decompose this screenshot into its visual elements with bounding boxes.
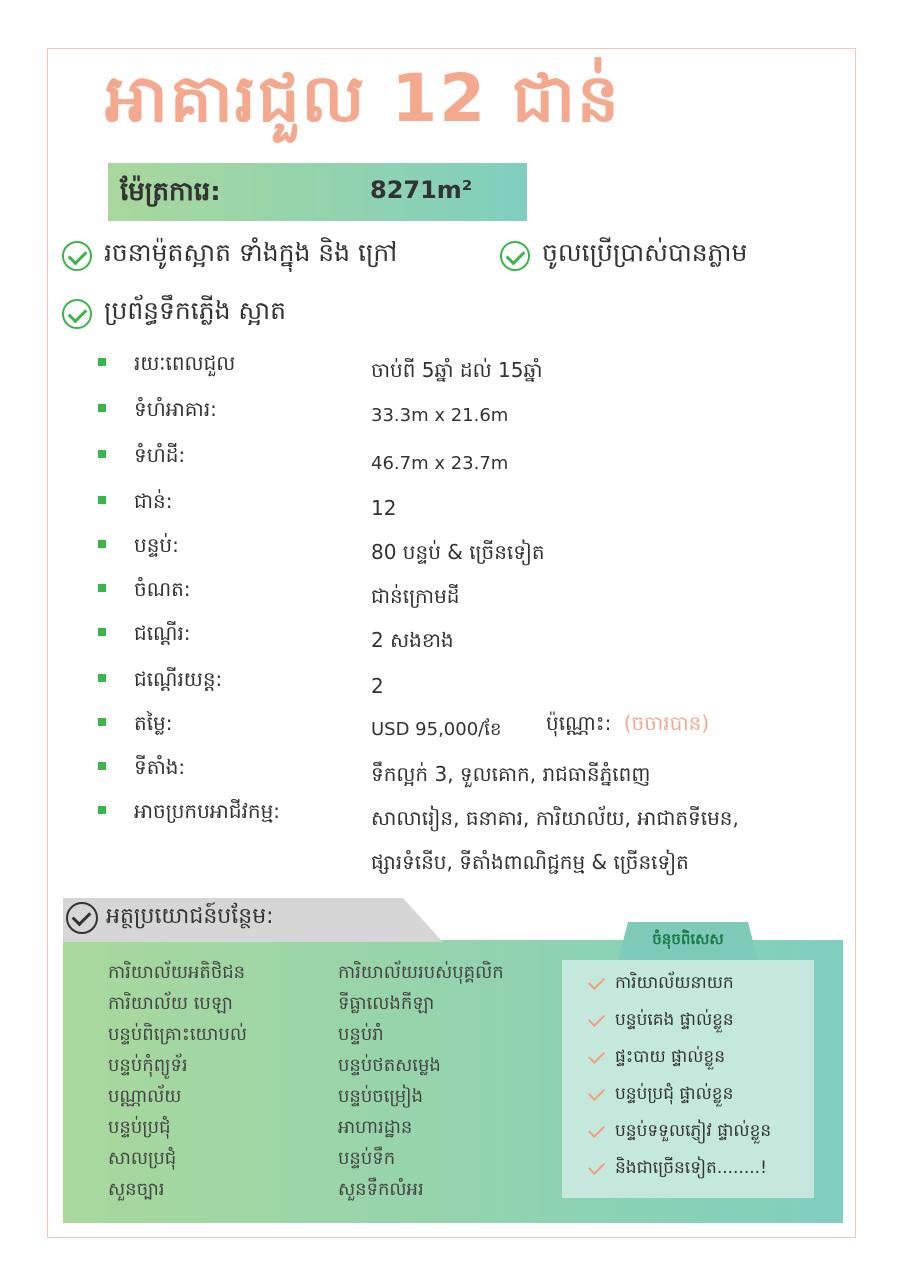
bullet-icon: [98, 496, 106, 504]
highlight-text: រចនាម៉ូតស្អាត ទាំងក្នុង និង ក្រៅ: [104, 238, 398, 267]
list-item: [592, 1046, 725, 1071]
spec-value: 46.7m x 23.7m: [371, 453, 509, 474]
spec-row-price: [96, 704, 856, 744]
bullet-icon: [98, 718, 106, 726]
list-item: [592, 1009, 734, 1034]
spec-row-location: [96, 748, 856, 788]
spec-value: 80 បន្ទប់ & ច្រើនទៀត: [371, 540, 545, 564]
area-value: 8271m²: [370, 176, 473, 204]
check-circle-icon: [62, 241, 92, 271]
spec-value: USD 95,000/ខែ: [371, 719, 502, 740]
special-item-text: បន្ទប់ទទួលភ្ញៀវ ផ្ទាល់ខ្លួន: [615, 1121, 772, 1141]
highlight-text: ចូលប្រើប្រាស់បានភ្លាម: [542, 238, 748, 267]
spec-value: ទឹកល្អក់ 3, ទួលគោក, រាជធានីភ្នំពេញ: [371, 762, 651, 786]
check-circle-icon: [62, 299, 92, 329]
list-item: បន្ទប់កុំព្យូទ័រ: [108, 1055, 188, 1076]
page-title: អាគារជួល 12 ជាន់: [105, 60, 621, 137]
check-icon: [588, 1084, 605, 1101]
benefits-column-1: [108, 957, 247, 1205]
bullet-icon: [98, 540, 106, 548]
bullet-icon: [98, 358, 106, 366]
list-item: [592, 1083, 733, 1108]
list-item: ការិយាល័យ បេឡា: [108, 993, 233, 1014]
special-item-text: និងជាច្រើនទៀត........!: [615, 1158, 767, 1178]
highlight-text: ប្រព័ន្ធទឹកភ្លើង ស្អាត: [104, 296, 287, 325]
check-circle-icon: [500, 241, 530, 271]
special-item-text: ការិយាល័យនាយក: [615, 973, 734, 993]
list-item: បន្ទប់ប្រជុំ: [108, 1117, 171, 1138]
list-item: បន្ទប់រាំ: [338, 1024, 384, 1045]
list-item: [592, 1120, 771, 1145]
list-item: បន្ទប់ពិគ្រោះយោបល់: [108, 1024, 247, 1045]
check-icon: [588, 973, 605, 990]
list-item: សួនច្បារ: [108, 1179, 165, 1200]
spec-row-business: [96, 792, 856, 872]
list-item: ការិយាល័យអតិថិជន: [108, 962, 246, 983]
benefits-column-2: [338, 957, 504, 1205]
spec-key: ជណ្តើរ:: [134, 621, 191, 645]
price-only-label: ប៉ុណ្ណោះ: [546, 711, 605, 735]
check-icon: [588, 1121, 605, 1138]
spec-row-floors: [96, 482, 856, 522]
special-item-text: បន្ទប់ប្រជុំ ផ្ទាល់ខ្លួន: [615, 1084, 734, 1104]
spec-key: ទំហំដី:: [134, 443, 186, 467]
special-item-text: ផ្ទះបាយ ផ្ទាល់ខ្លួន: [615, 1047, 725, 1067]
list-item: សួនទឹកលំអរ: [338, 1179, 424, 1200]
list-item: [592, 972, 734, 997]
spec-row-stairs: [96, 614, 856, 654]
check-icon: [588, 1158, 605, 1175]
special-box: [562, 960, 814, 1198]
spec-key: រយៈពេលជួល: [134, 351, 236, 375]
price-extra: ប៉ុណ្ណោះ: (ចចារបាន): [546, 711, 710, 735]
spec-value: 2: [371, 674, 384, 698]
check-icon: [588, 1010, 605, 1027]
benefits-heading: [66, 902, 274, 934]
benefits-title: អត្ថប្រយោជន៍បន្ថែម:: [106, 904, 274, 929]
bullet-icon: [98, 404, 106, 412]
list-item: សាលប្រជុំ: [108, 1148, 177, 1169]
list-item: អាហារដ្ឋាន: [338, 1117, 413, 1138]
spec-key: ទីតាំង:: [134, 755, 186, 779]
spec-row-building-size: [96, 390, 856, 430]
list-item: បណ្ណាល័យ: [108, 1086, 182, 1107]
spec-key: ជាន់:: [134, 489, 173, 513]
list-item: បន្ទប់ចម្រៀង: [338, 1086, 423, 1107]
special-title: ចំនុចពិសេស: [652, 930, 724, 948]
bullet-icon: [98, 450, 106, 458]
spec-value: សាលារៀន, ធនាគារ, ការិយាល័យ, អាជាតទីមេន,: [371, 806, 739, 830]
highlight-ready: [500, 238, 747, 274]
spec-row-parking: [96, 570, 856, 610]
spec-value: 2 សងខាង: [371, 628, 454, 652]
spec-value: ចាប់ពី 5ឆ្នាំ ដល់ 15ឆ្នាំ: [371, 358, 543, 382]
spec-key: បន្ទប់:: [134, 533, 179, 557]
spec-key: ចំណត:: [134, 577, 191, 601]
special-item-text: បន្ទប់គេង ផ្ទាល់ខ្លួន: [615, 1010, 734, 1030]
spec-row-land-size: [96, 436, 856, 476]
list-item: ទីធ្លាលេងកីឡា: [338, 993, 435, 1014]
area-label: ម៉ែត្រការេ:: [120, 177, 221, 207]
check-icon: [588, 1047, 605, 1064]
spec-key: ទំហំអាគារ:: [134, 397, 217, 421]
bullet-icon: [98, 628, 106, 636]
spec-value: 12: [371, 496, 397, 520]
spec-value: ជាន់ក្រោមដី: [371, 584, 460, 608]
list-item: បន្ទប់ទឹក: [338, 1148, 396, 1169]
spec-value: 33.3m x 21.6m: [371, 405, 509, 426]
spec-key: ជណ្តើរយន្ត:: [134, 667, 223, 691]
list-item: [592, 1157, 767, 1182]
bullet-icon: [98, 584, 106, 592]
negotiable-note: (ចចារបាន): [623, 711, 710, 735]
list-item: បន្ទប់ថតសម្លេង: [338, 1055, 441, 1076]
highlight-design: [62, 238, 397, 274]
check-circle-icon: [66, 902, 98, 934]
bullet-icon: [98, 806, 106, 814]
spec-value-continued: ផ្សារទំនើប, ទីតាំងពាណិជ្ជកម្ម & ច្រើនទៀត: [371, 850, 689, 874]
spec-row-elevators: [96, 660, 856, 700]
list-item: ការិយាល័យរបស់បុគ្គលិក: [338, 962, 504, 983]
spec-key: អាចប្រកបអាជីវកម្ម:: [134, 799, 280, 823]
spec-key: តម្លៃ:: [134, 711, 173, 735]
area-banner: [108, 163, 527, 221]
bullet-icon: [98, 674, 106, 682]
spec-row-lease: [96, 344, 856, 384]
spec-row-rooms: [96, 526, 856, 566]
highlight-utilities: [62, 296, 286, 332]
bullet-icon: [98, 762, 106, 770]
